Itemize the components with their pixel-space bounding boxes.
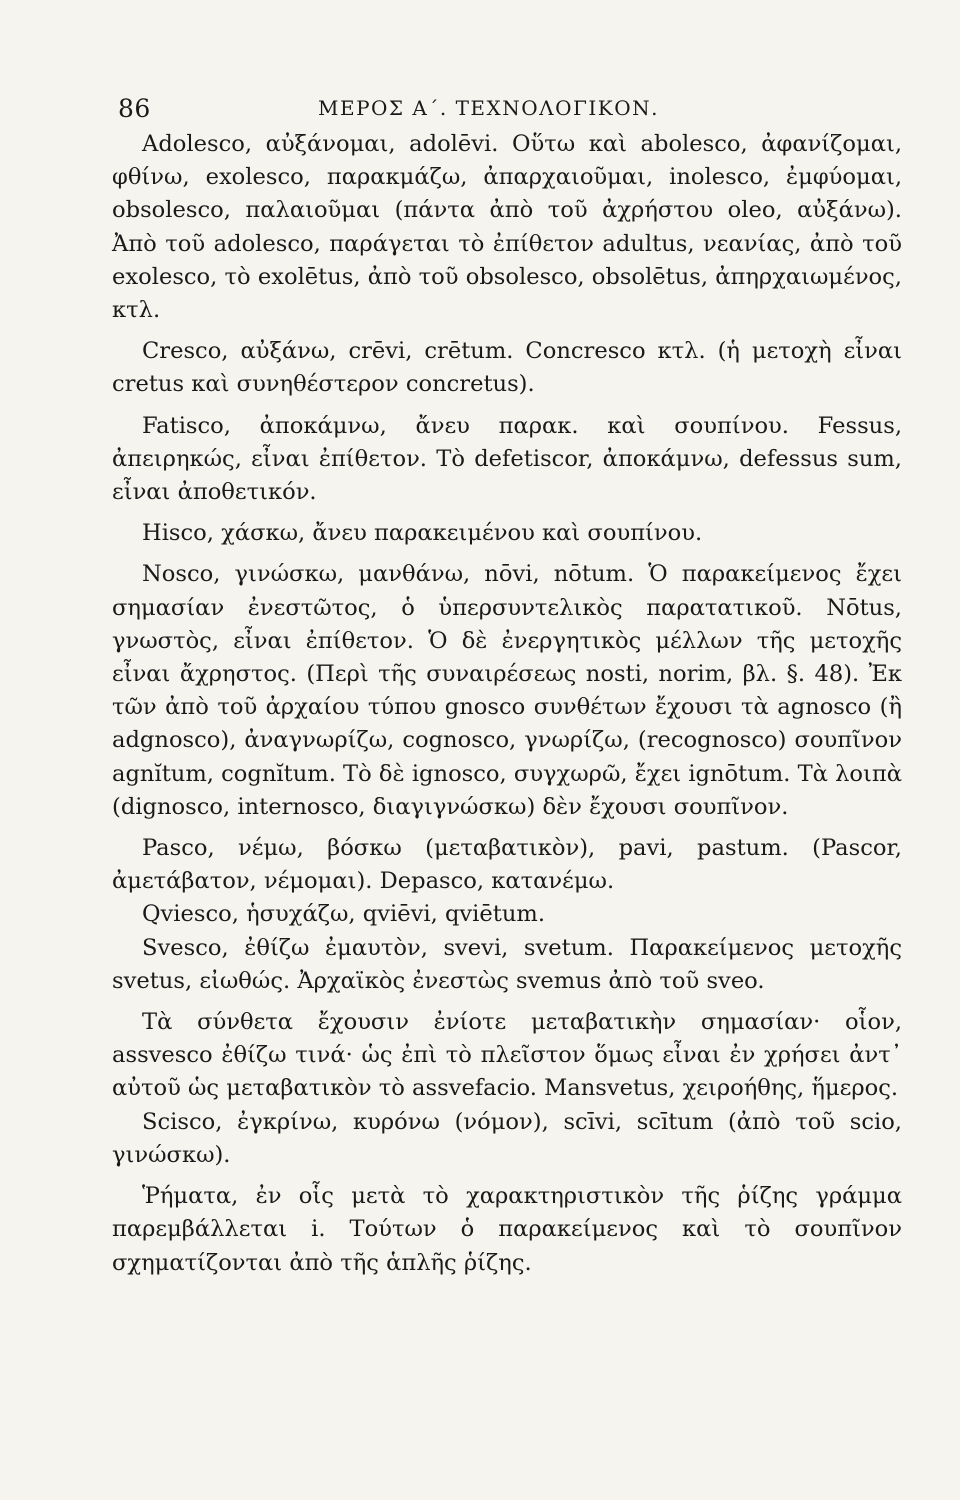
- paragraph-rhemata: Ῥήματα, ἐν οἷς μετὰ τὸ χαρακτηριστικὸν τῆς ῥίζης γράμμα παρεμβάλλεται i. Τούτων ὁ παρακείμενος καὶ τὸ σουπῖνον σχηματίζονται ἀπὸ τῆς ἁπλῆς ῥίζης.: [112, 1183, 902, 1276]
- paragraph-compounds: Τὰ σύνθετα ἔχουσιν ἐνίοτε μεταβατικὴν σημασίαν· οἷον, assvesco ἐθίζω τινά· ὡς ἐπὶ τὸ πλεῖστον ὅμως εἶναι ἐν χρήσει ἀντ᾽ αὐτοῦ ὡς μεταβατικὸν τὸ assvefacio. Mansvetus, χειροήθης, ἥμερος.: [112, 1009, 902, 1102]
- page-body: [112, 128, 902, 1280]
- paragraph-qviesco: Qviesco, ἡσυχάζω, qviēvi, qviētum.: [142, 901, 546, 928]
- paragraph-hisco: Hisco, χάσκω, ἄνευ παρακειμένου καὶ σουπίνου.: [142, 520, 703, 547]
- running-head: ΜΕΡΟΣ Α΄. ΤΕΧΝΟΛΟΓΙΚΟΝ.: [318, 96, 659, 120]
- paragraph-fatisco: Fatisco, ἀποκάμνω, ἄνευ παρακ. καὶ σουπίνου. Fessus, ἀπειρηκώς, εἶναι ἐπίθετον. Τὸ defetiscor, ἀποκάμνω, defessus sum, εἶναι ἀποθετικόν.: [112, 412, 902, 506]
- paragraph-cresco: Cresco, αὐξάνω, crēvi, crētum. Concresco κτλ. (ἡ μετοχὴ εἶναι cretus καὶ συνηθέστερον concretus).: [112, 338, 902, 398]
- paragraph-nosco: Nosco, γινώσκω, μανθάνω, nōvi, nōtum. Ὁ παρακείμενος ἔχει σημασίαν ἐνεστῶτος, ὁ ὑπερσυντελικὸς παρατατικοῦ. Nōtus, γνωστὸς, εἶναι ἐπίθετον. Ὁ δὲ ἐνεργητικὸς μέλλων τῆς μετοχῆς εἶναι ἄχρηστος. (Περὶ τῆς συναιρέσεως nosti, norim, βλ. §. 48). Ἐκ τῶν ἀπὸ τοῦ ἀρχαίου τύπου gnosco συνθέτων ἔχουσι τὰ agnosco (ἢ adgnosco), ἀναγνωρίζω, cognosco, γνωρίζω, (recognosco) σουπῖνον agnĭtum, cognĭtum. Τὸ δὲ ignosco, συγχωρῶ, ἔχει ignōtum. Τὰ λοιπὰ (dignosco, internosco, διαγιγνώσκω) δὲν ἔχουσι σουπῖνον.: [112, 561, 902, 820]
- paragraph-pasco: Pasco, νέμω, βόσκω (μεταβατικὸν), pavi, pastum. (Pascor, ἀμετάβατον, νέμομαι). Depasco, κατανέμω.: [112, 835, 902, 895]
- paragraph-adolesco: Adolesco, αὐξάνομαι, adolēvi. Οὕτω καὶ abolesco, ἀφανίζομαι, φθίνω, exolesco, παρακμάζω, ἀπαρχαιοῦμαι, inolesco, ἐμφύομαι, obsolesco, παλαιοῦμαι (πάντα ἀπὸ τοῦ ἀχρήστου oleo, αὐξάνω). Ἀπὸ τοῦ adolesco, παράγεται τὸ ἐπίθετον adultus, νεανίας, ἀπὸ τοῦ exolesco, τὸ exolētus, ἀπὸ τοῦ obsolesco, obsolētus, ἀπηρχαιωμένος, κτλ.: [112, 131, 902, 324]
- page-number: 86: [118, 94, 151, 123]
- page-header: [118, 94, 898, 124]
- paragraph-svesco: Svesco, ἐθίζω ἐμαυτὸν, svevi, svetum. Παρακείμενος μετοχῆς svetus, εἰωθώς. Ἀρχαϊκὸς ἐνεστὼς svemus ἀπὸ τοῦ sveo.: [112, 934, 902, 994]
- paragraph-scisco: Scisco, ἐγκρίνω, κυρόνω (νόμον), scīvi, scītum (ἀπὸ τοῦ scio, γινώσκω).: [112, 1108, 902, 1168]
